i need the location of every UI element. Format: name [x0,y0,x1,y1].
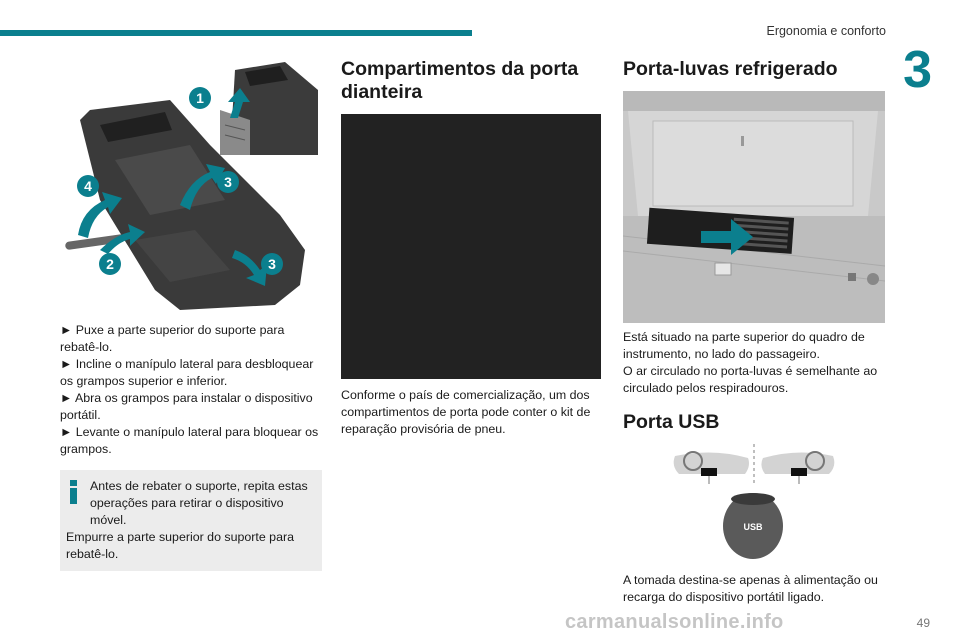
svg-text:1: 1 [196,90,204,106]
section-heading: Compartimentos da porta dianteira [341,58,579,103]
column-glovebox-usb [623,50,885,606]
callout-4 [77,175,99,197]
paragraph: Conforme o país de comercialização, um dos compartimentos de porta pode conter o kit de reparação provisória de pneu. [341,388,591,436]
column-door-compartments [341,50,603,438]
svg-text:4: 4 [84,178,92,194]
callout-3-upper [217,171,239,193]
usb-port-icon [723,493,783,559]
door-compartment-image [341,114,601,379]
paragraph: O ar circulado no porta-luvas é semelhante ao circulado pelos respiradouros. [623,364,878,395]
glovebox-illustration [623,91,885,323]
svg-text:3: 3 [224,174,232,190]
chapter-number: 3 [903,41,932,99]
callout-3-lower [261,253,283,275]
watermark: carmanualsonline.info [565,611,784,633]
usb-illustration [623,444,885,564]
column-phone-holder [60,50,322,571]
instruction-item: ► Incline o manípulo lateral para desbloquear os grampos superior e inferior. [60,357,314,388]
section-heading: Porta USB [623,411,720,433]
dashboard-right-icon [761,452,834,484]
callout-2 [99,253,121,275]
section-heading: Porta-luvas refrigerado [623,58,838,80]
section-title: Ergonomia e conforto [766,24,886,38]
info-icon [68,480,78,504]
info-text: Empurre a parte superior do suporte para rebatê-lo. [66,530,294,561]
svg-text:3: 3 [268,256,276,272]
header-accent-bar [0,30,472,36]
glovebox-description [623,329,885,397]
info-text: Antes de rebater o suporte, repita estas operações para retirar o dispositivo móvel. [90,479,308,527]
instruction-item: ► Abra os grampos para instalar o dispositivo portátil. [60,391,313,422]
paragraph: Está situado na parte superior do quadro de instrumento, no lado do passageiro. [623,330,865,361]
instruction-item: ► Levante o manípulo lateral para bloquear os grampos. [60,425,319,456]
dashboard-left-icon [674,452,749,484]
info-box [60,470,322,571]
svg-text:USB: USB [743,522,763,532]
page-number: 49 [916,616,930,630]
instruction-list [60,322,322,458]
svg-text:2: 2 [106,256,114,272]
callout-1 [189,87,211,109]
paragraph: A tomada destina-se apenas à alimentação ou recarga do dispositivo portátil ligado. [623,573,878,604]
instruction-item: ► Puxe a parte superior do suporte para rebatê-lo. [60,323,285,354]
phone-holder-illustration [60,50,322,310]
